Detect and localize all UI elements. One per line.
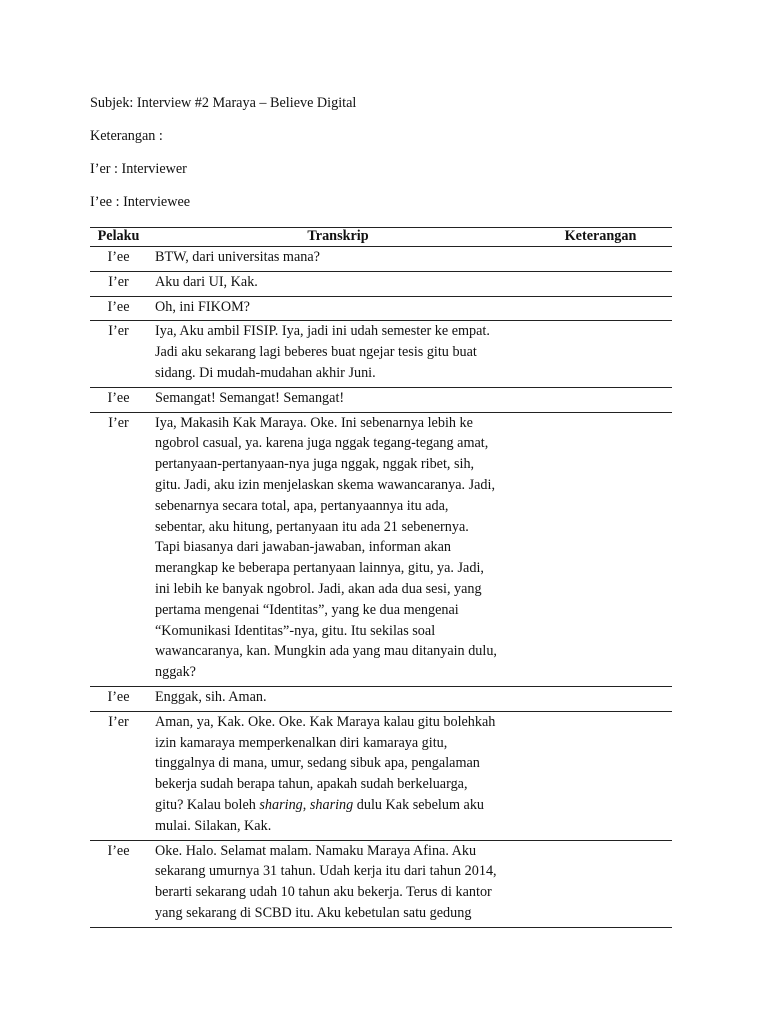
table-row — [90, 387, 672, 412]
table-row — [90, 840, 672, 927]
table-row — [90, 321, 672, 387]
transcript-cell: Oke. Halo. Selamat malam. Namaku Maraya Afina. Aku sekarang umurnya 31 tahun. Udah kerja itu dari tahun 2014, berarti sekarang udah 10 tahun aku bekerja. Terus di kantor yang sekarang di SCBD itu. Aku kebetulan satu gedung — [147, 840, 529, 927]
speaker-cell: I’er — [90, 271, 147, 296]
emphasis-sharing: sharing — [309, 796, 354, 813]
speaker-cell: I’ee — [90, 387, 147, 412]
note-cell — [529, 686, 672, 711]
transcript-cell: Semangat! Semangat! Semangat! — [147, 387, 529, 412]
note-cell — [529, 296, 672, 321]
transcript-cell: Iya, Aku ambil FISIP. Iya, jadi ini udah semester ke empat. Jadi aku sekarang lagi beberes buat ngejar tesis gitu buat sidang. Di mudah-mudahan akhir Juni. — [147, 321, 529, 387]
column-header-keterangan: Keterangan — [529, 228, 672, 247]
transcript-separator: , — [302, 796, 310, 813]
note-cell — [529, 840, 672, 927]
speaker-cell: I’ee — [90, 686, 147, 711]
speaker-cell: I’ee — [90, 840, 147, 927]
transcript-text-part: Aman, ya, Kak. Oke. Oke. Kak Maraya kalau gitu bolehkah izin kamaraya memperkenalkan diri kamaraya gitu, tinggalnya di mana, umur, sedang sibuk apa, pengalaman bekerja sudah berapa tahun, apakah sudah berkeluarga, gitu? Kalau boleh — [155, 713, 496, 813]
table-row — [90, 247, 672, 272]
speaker-cell: I’ee — [90, 247, 147, 272]
transcript-cell: Enggak, sih. Aman. — [147, 686, 529, 711]
transcript-cell: Aku dari UI, Kak. — [147, 271, 529, 296]
column-header-pelaku: Pelaku — [90, 228, 147, 247]
legend-interviewer: I’er : Interviewer — [90, 161, 187, 177]
note-cell — [529, 387, 672, 412]
transcript-cell: BTW, dari universitas mana? — [147, 247, 529, 272]
transcript-text-part: dulu Kak sebelum aku mulai. Silakan, Kak. — [155, 796, 485, 834]
table-row — [90, 271, 672, 296]
transcript-table — [90, 227, 672, 928]
transcript-cell: Oh, ini FIKOM? — [147, 296, 529, 321]
note-cell — [529, 711, 672, 840]
speaker-cell: I’er — [90, 321, 147, 387]
note-cell — [529, 247, 672, 272]
table-row — [90, 686, 672, 711]
subject-line: Subjek: Interview #2 Maraya – Believe Digital — [90, 95, 357, 111]
note-cell — [529, 412, 672, 686]
emphasis-sharing: sharing — [259, 796, 303, 813]
note-label: Keterangan : — [90, 128, 163, 144]
note-cell — [529, 271, 672, 296]
transcript-cell: Iya, Makasih Kak Maraya. Oke. Ini sebenarnya lebih ke ngobrol casual, ya. karena juga nggak tegang-tegang amat, pertanyaan-pertanyaan-nya juga nggak, nggak ribet, sih, gitu. Jadi, aku izin menjelaskan skema wawancaranya. Jadi, sebenarnya secara total, apa, pertanyaannya itu ada, sebentar, aku hitung, pertanyaan itu ada 21 sebenernya. Tapi biasanya dari jawaban-jawaban, informan akan merangkap ke beberapa pertanyaan lainnya, gitu, ya. Jadi, ini lebih ke banyak ngobrol. Jadi, akan ada dua sesi, yang pertama mengenai “Identitas”, yang ke dua mengenai “Komunikasi Identitas”-nya, gitu. Itu sekilas soal wawancaranya, kan. Mungkin ada yang mau ditanyain dulu, nggak? — [147, 412, 529, 686]
column-header-transkrip: Transkrip — [147, 228, 529, 247]
transcript-cell — [147, 711, 529, 840]
table-header-row — [90, 228, 672, 247]
table-row — [90, 412, 672, 686]
legend-interviewee: I’ee : Interviewee — [90, 194, 191, 210]
speaker-cell: I’ee — [90, 296, 147, 321]
speaker-cell: I’er — [90, 711, 147, 840]
table-row — [90, 296, 672, 321]
speaker-cell: I’er — [90, 412, 147, 686]
note-cell — [529, 321, 672, 387]
table-row — [90, 711, 672, 840]
